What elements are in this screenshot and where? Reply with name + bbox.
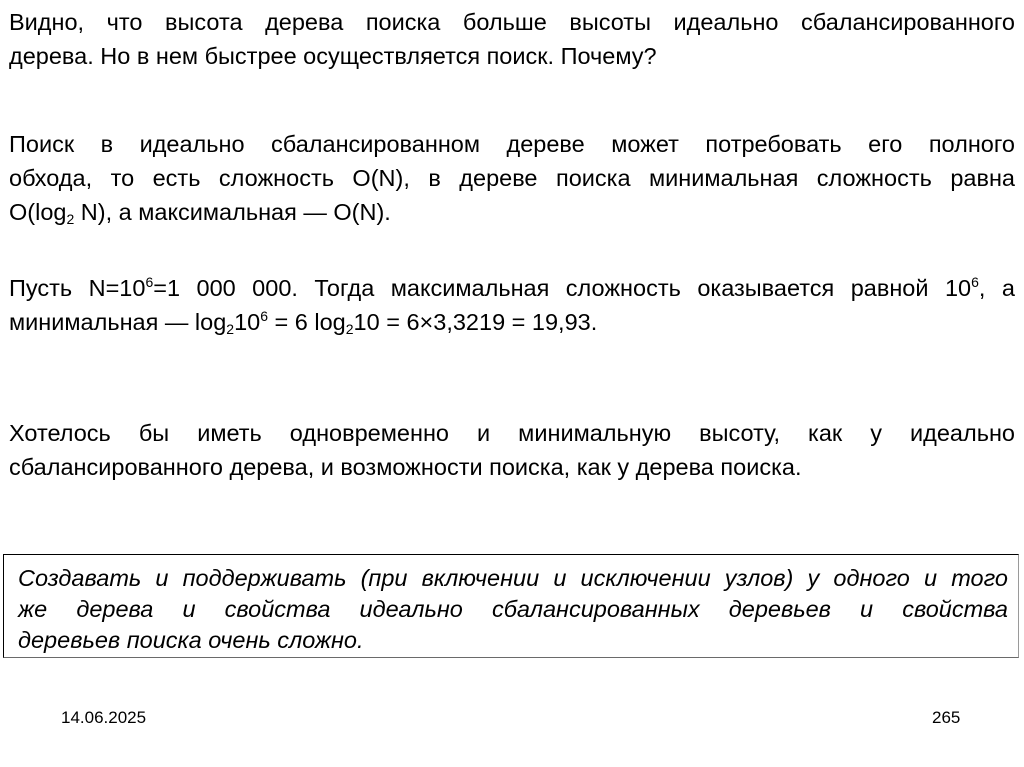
superscript: 6 bbox=[145, 274, 154, 290]
text-fragment: 10 bbox=[234, 309, 261, 335]
text-line: Поиск в идеально сбалансированном дереве может потребовать его полного bbox=[9, 131, 1015, 157]
text-fragment: , а bbox=[978, 275, 1015, 301]
paragraph-example-calculation bbox=[9, 271, 1015, 339]
subscript: 2 bbox=[345, 321, 354, 337]
text-line: же дерева и свойства идеально сбалансированных деревьев и свойства bbox=[18, 596, 1008, 622]
note-text bbox=[18, 563, 1008, 656]
footer-date: 14.06.2025 bbox=[61, 708, 147, 727]
text-fragment: O(log bbox=[9, 199, 67, 225]
text-fragment: =1 000 000. Тогда максимальная сложность оказывается равной 10 bbox=[153, 275, 972, 301]
text-line: сбалансированного дерева, и возможности поиска, как у дерева поиска. bbox=[9, 454, 802, 480]
text-fragment: = 6 log bbox=[268, 309, 346, 335]
paragraph-goal bbox=[9, 416, 1015, 484]
subscript: 2 bbox=[66, 211, 75, 227]
subscript: 2 bbox=[226, 321, 235, 337]
paragraph-height-comparison bbox=[9, 5, 1015, 73]
text-fragment: N), а максимальная — O(N). bbox=[74, 199, 391, 225]
text-line: обхода, то есть сложность O(N), в дереве поиска минимальная сложность равна bbox=[9, 165, 1015, 191]
text-line bbox=[9, 271, 1015, 305]
text-fragment: минимальная — log bbox=[9, 309, 227, 335]
text-line bbox=[9, 195, 1015, 229]
paragraph-search-complexity bbox=[9, 127, 1015, 229]
text-fragment: Пусть N=10 bbox=[9, 275, 146, 301]
text-line: Создавать и поддерживать (при включении и исключении узлов) у одного и того bbox=[18, 565, 1008, 591]
page-number: 265 bbox=[932, 708, 961, 727]
text-line: дерева. Но в нем быстрее осуществляется поиск. Почему? bbox=[9, 43, 657, 69]
superscript: 6 bbox=[971, 274, 979, 290]
text-line: Видно, что высота дерева поиска больше высоты идеально сбалансированного bbox=[9, 9, 1015, 35]
text-line: Хотелось бы иметь одновременно и минимальную высоту, как у идеально bbox=[9, 420, 1015, 446]
superscript: 6 bbox=[260, 308, 268, 324]
text-line: деревьев поиска очень сложно. bbox=[18, 627, 364, 653]
text-fragment: 10 = 6×3,3219 = 19,93. bbox=[353, 309, 598, 335]
highlight-note-box bbox=[3, 554, 1019, 658]
text-line bbox=[9, 305, 1015, 339]
